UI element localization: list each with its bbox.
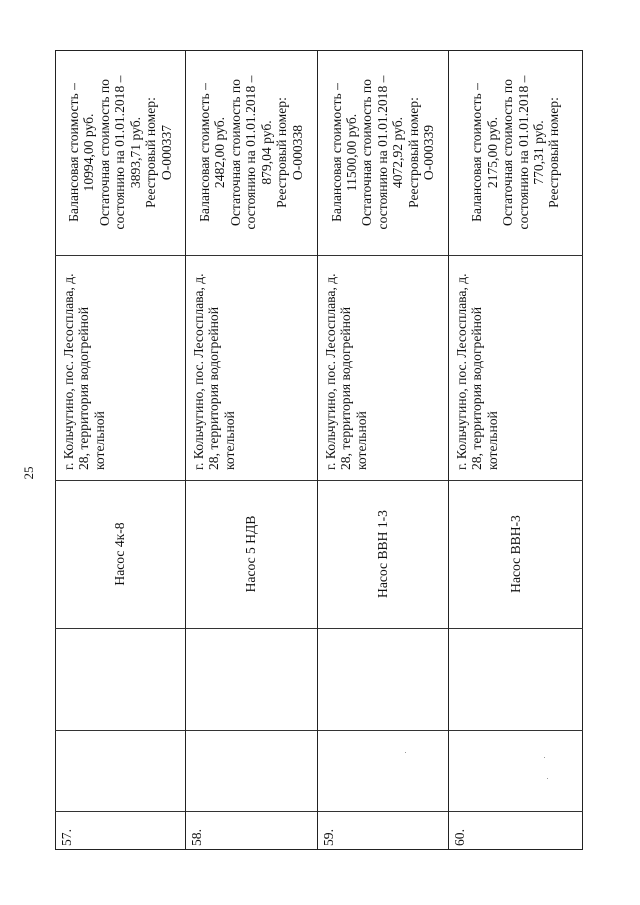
page-number: 25 — [21, 466, 36, 480]
scan-speck — [547, 778, 548, 779]
rotated-table — [55, 50, 583, 850]
name-cell: Насос 4к-8 — [112, 522, 128, 586]
column-divider — [55, 628, 583, 629]
row-number: 57. — [59, 829, 74, 846]
address-cell: г. Кольчугино, пос. Лесосплава, д. 28, территория водогрейной котельной — [191, 273, 237, 470]
scan-speck — [405, 752, 406, 753]
name-cell: Насос ВВН-3 — [507, 515, 523, 593]
value-cell: Балансовая стоимость – 2175,00 руб. Остаточная стоимость по состоянию на 01.01.2018 – 770,31 руб. Реестровый номер: — [469, 75, 562, 230]
address-cell: г. Кольчугино, пос. Лесосплава, д. 28, территория водогрейной котельной — [323, 273, 369, 470]
value-cell: Балансовая стоимость – 10994,00 руб. Остаточная стоимость по состоянию на 01.01.2018 – 3893,71 руб. Реестровый номер: О-000337 — [66, 75, 174, 230]
value-cell: Балансовая стоимость – 11500,00 руб. Остаточная стоимость по состоянию на 01.01.2018 – 4072,92 руб. Реестровый номер: О-000339 — [328, 75, 437, 230]
name-cell: Насос ВВН 1-3 — [374, 510, 390, 598]
value-cell: Балансовая стоимость – 2482,00 руб. Остаточная стоимость по состоянию на 01.01.2018 – 879,04 руб. Реестровый номер: О-000338 — [197, 75, 305, 230]
name-cell: Насос 5 НДВ — [243, 515, 259, 593]
address-cell: г. Кольчугино, пос. Лесосплава, д. 28, территория водогрейной котельной — [61, 273, 107, 470]
column-divider — [55, 730, 583, 731]
scan-speck — [544, 757, 545, 758]
address-cell: г. Кольчугино, пос. Лесосплава, д. 28, территория водогрейной котельной — [454, 273, 500, 470]
row-number: 59. — [321, 829, 336, 846]
row-number: 58. — [189, 829, 204, 846]
row-number: 60. — [452, 829, 467, 846]
